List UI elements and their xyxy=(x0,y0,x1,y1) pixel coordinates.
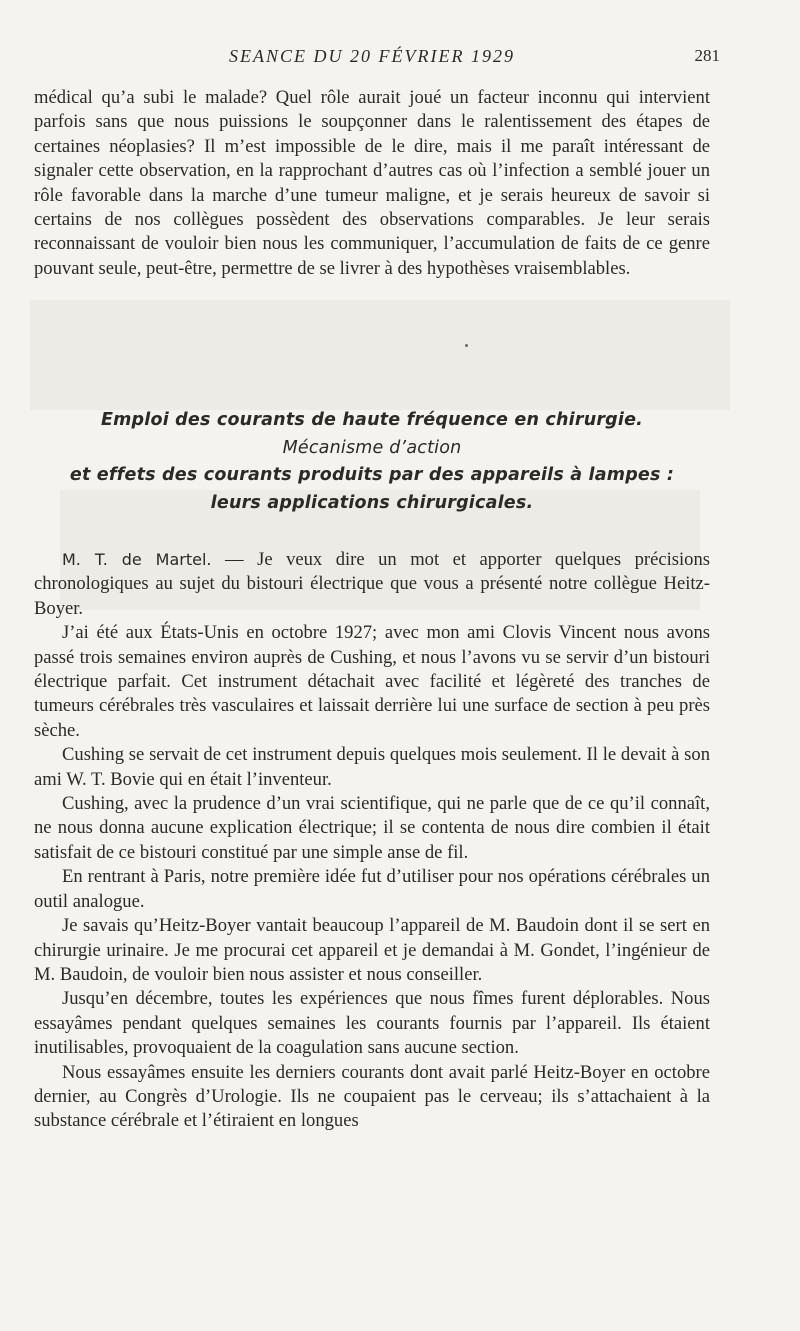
heading-line: Emploi des courants de haute fréquence en chirurgie. xyxy=(100,410,644,430)
paragraph: Je savais qu’Heitz-Boyer vantait beaucoup l’appareil de M. Baudoin dont il se sert en chirurgie urinaire. Je me procurai cet appareil et je demandai à M. Gondet, l’ingénieur de M. Baudoin, de vouloir bien nous assister et nous conseiller. xyxy=(34,915,710,985)
continued-paragraph xyxy=(34,86,710,281)
separator-dot xyxy=(465,344,468,347)
paragraph: médical qu’a subi le malade? Quel rôle aurait joué un facteur inconnu qui intervient parfois sans que nous puissions le soupçonner dans le ralentissement des étapes de certaines néoplasies? Il m’est impossible de le dire, mais il me paraît intéressant de signaler cette observation, en la rapprochant d’autres cas où l’infection a semblé jouer un rôle favorable dans la marche d’une tumeur maligne, et je serais heureux de savoir si certains de nos collègues possèdent des observations comparables. Je leur serais reconnaissant de vouloir bien nous les communiquer, l’accumulation de faits de ce genre pouvant seule, peut-être, permettre de se livrer à des hypothèses vraisemblables. xyxy=(34,87,710,279)
page-number: 281 xyxy=(694,46,720,65)
article-body xyxy=(34,548,710,1134)
paragraph: En rentrant à Paris, notre première idée fut d’utiliser pour nos opérations cérébrales un outil analogue. xyxy=(34,866,710,912)
heading-line: et effets des courants produits par des appareils à lampes : xyxy=(69,465,675,485)
running-title: SEANCE DU 20 FÉVRIER 1929 xyxy=(229,46,515,66)
paragraph: Cushing se servait de cet instrument depuis quelques mois seulement. Il le devait à son ami W. T. Bovie qui en était l’inventeur. xyxy=(34,744,710,790)
paragraph: Nous essayâmes ensuite les derniers courants dont avait parlé Heitz-Boyer en octobre dernier, au Congrès d’Urologie. Ils ne coupaient pas le cerveau; ils s’attachaient à la substance cérébrale et l’étiraient en longues xyxy=(34,1061,710,1132)
paragraph: Cushing, avec la prudence d’un vrai scientifique, qui ne parle que de ce qu’il connaît, ne nous donna aucune explication électrique; il se contenta de nous dire combien il était satisfait de ce bistouri constitué par une simple anse de fil. xyxy=(34,793,710,863)
show-through-shadow xyxy=(30,300,730,410)
heading-line: Mécanisme d’action xyxy=(282,437,462,458)
heading-line: leurs applications chirurgicales. xyxy=(210,492,534,513)
speaker-name: M. T. de Martel. xyxy=(62,550,212,569)
paragraph-text: — Je veux dire un mot et apporter quelques précisions chronologiques au sujet du bistouri électrique que vous a présenté notre collègue Heitz-Boyer. xyxy=(34,549,710,619)
paragraph xyxy=(34,548,710,621)
running-header xyxy=(34,46,720,70)
paragraph: Jusqu’en décembre, toutes les expériences que nous fîmes furent déplorables. Nous essayâmes pendant quelques semaines les courants fournis par l’appareil. Ils étaient inutilisables, provoquaient de la coagulation sans aucune section. xyxy=(34,988,710,1059)
paragraph: J’ai été aux États-Unis en octobre 1927; avec mon ami Clovis Vincent nous avons passé trois semaines environ auprès de Cushing, et nous l’avons vu se servir d’un bistouri électrique parfait. Cet instrument détachait avec facilité et légèreté des tranches de tumeurs cérébrales très vasculaires et laissait derrière lui une surface de section à peu près sèche. xyxy=(34,622,710,741)
section-heading xyxy=(34,407,710,517)
